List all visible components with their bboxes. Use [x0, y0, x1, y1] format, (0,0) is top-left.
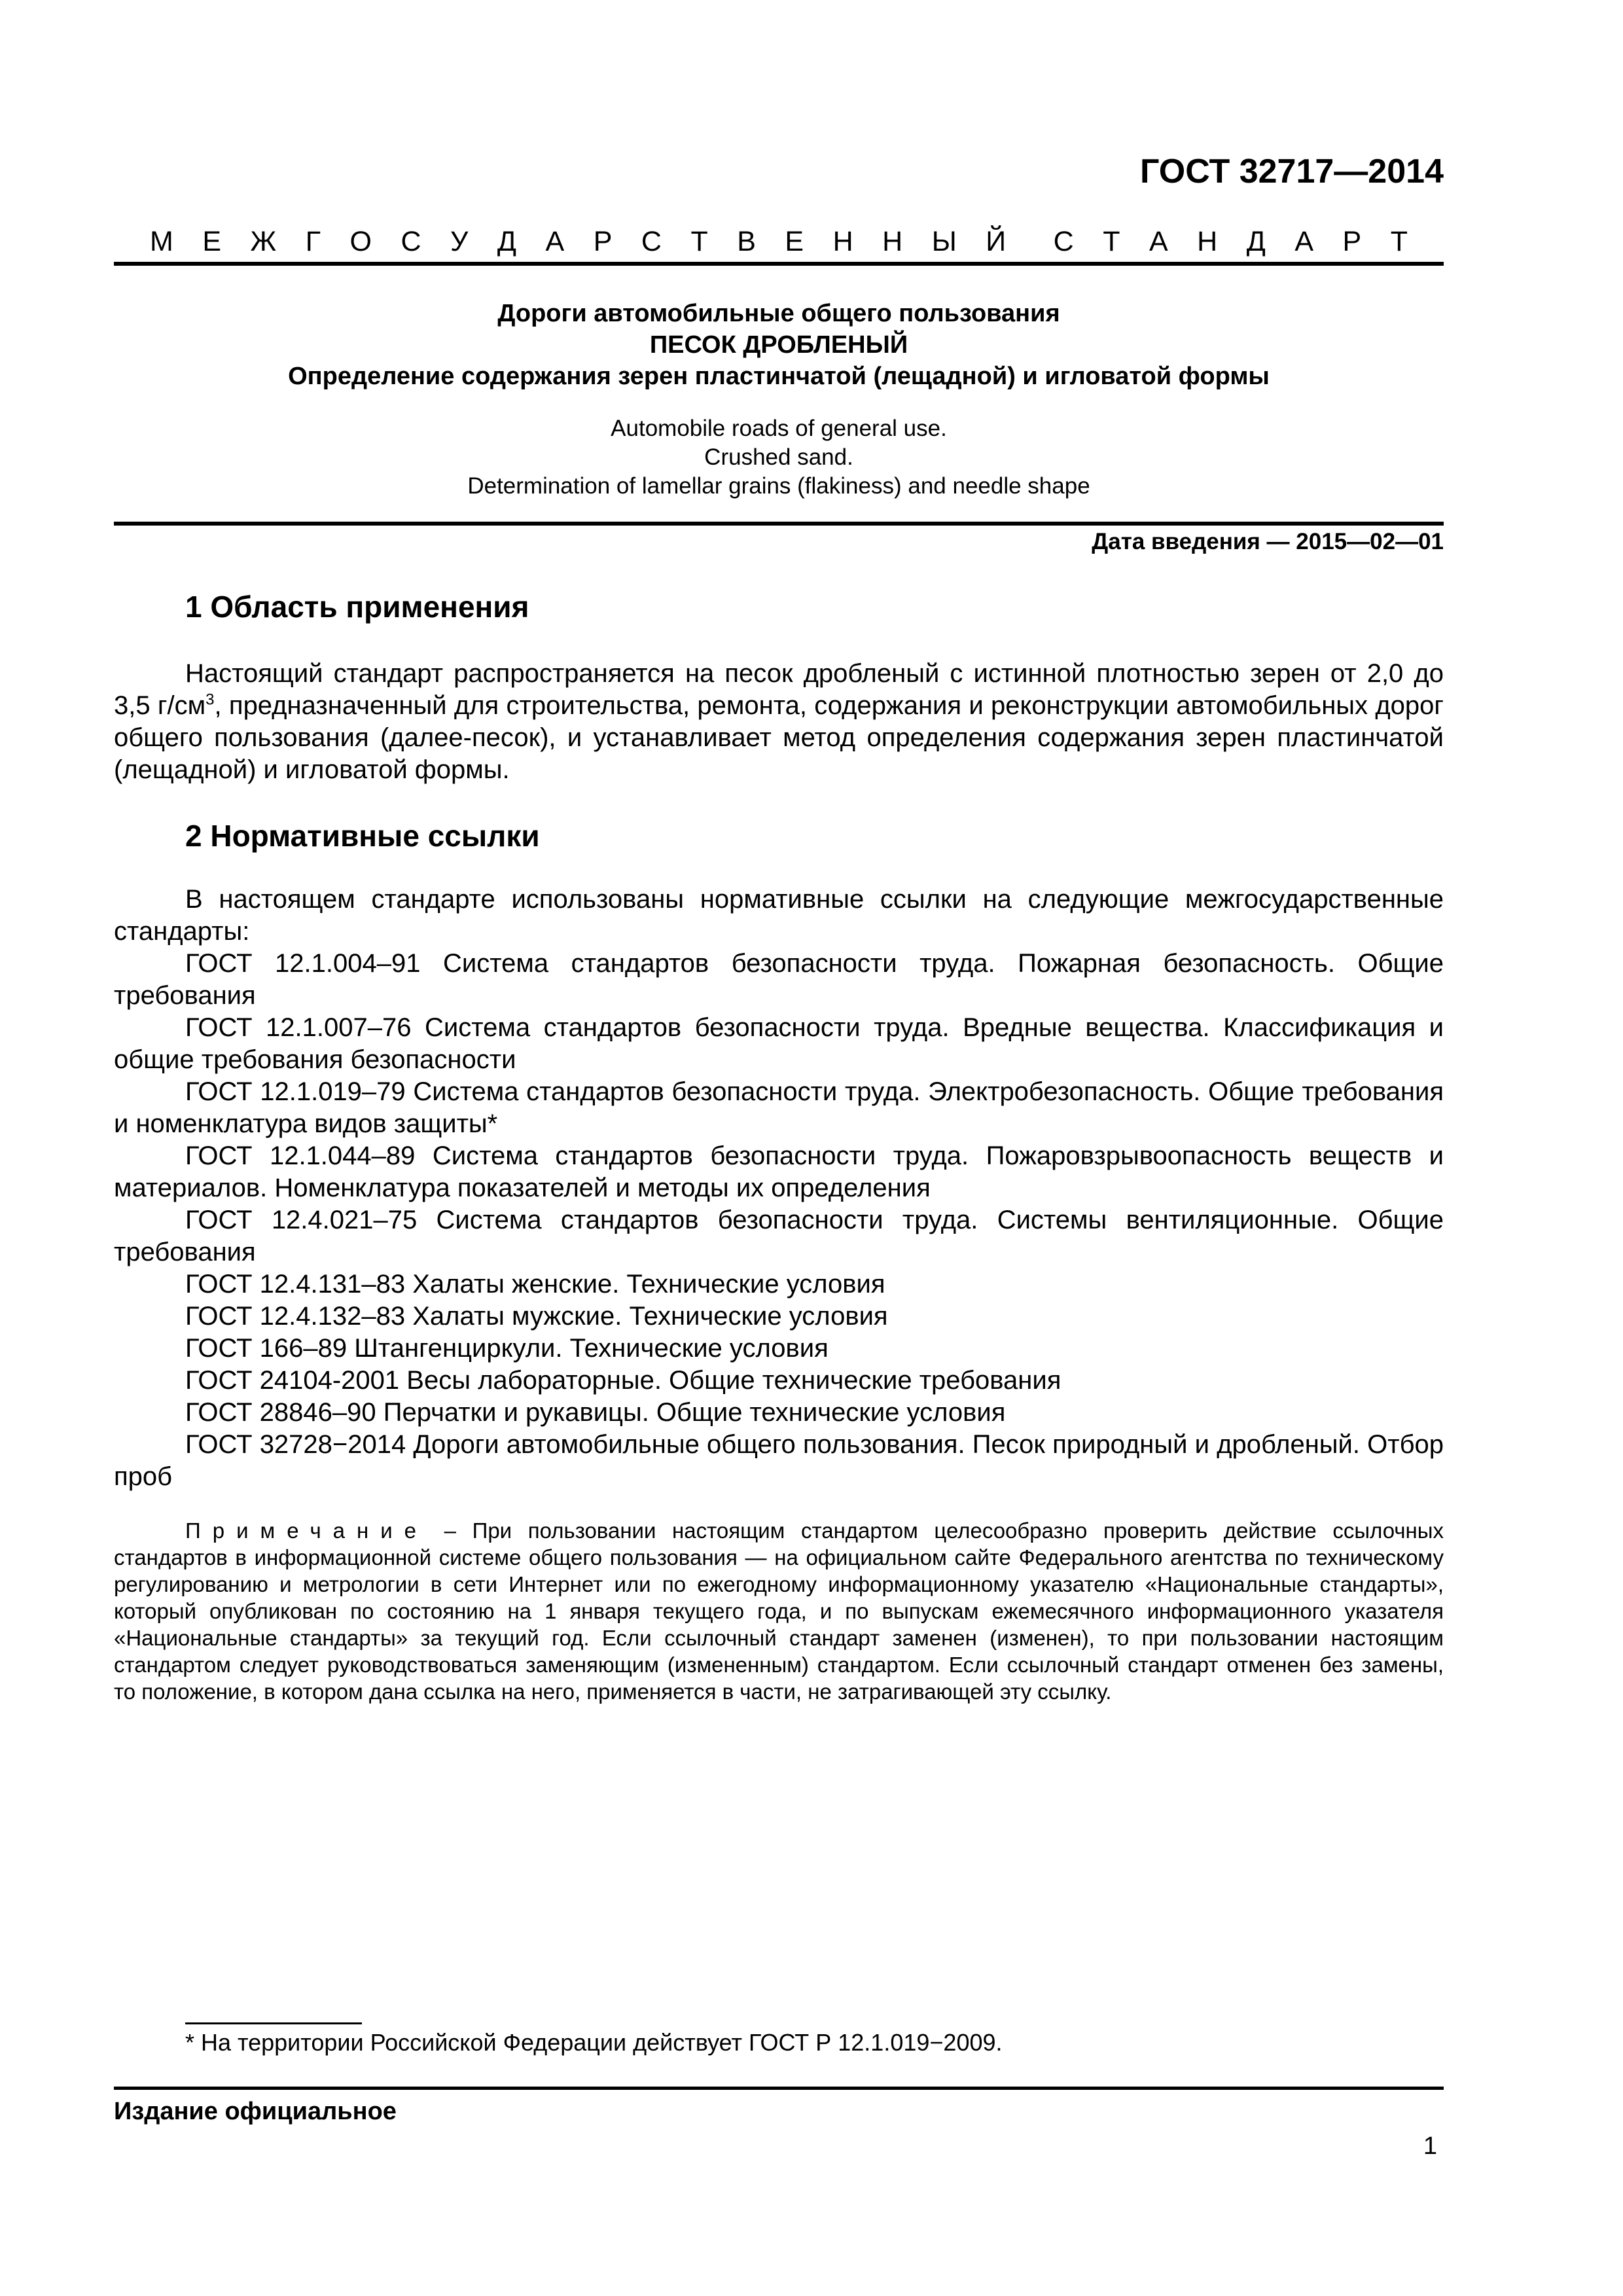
banner-letter: Н — [1197, 226, 1218, 257]
banner-letter: А — [1149, 226, 1168, 257]
note-label: Примечание — [185, 1518, 429, 1543]
section-1-paragraph: Настоящий стандарт распространяется на песок дробленый с истинной плотностью зерен от 2,0 до 3,5 $г/см^3$, предназначенный для строительства, ремонта, содержания и реконструкции автомобильных дорог общего пользования (далее-песок), и устанавливает метод определения содержания зерен пластинчатой (лещадной) и игловатой формы. — [114, 659, 1444, 784]
banner-word-interstate — [150, 226, 1006, 258]
header-rule — [114, 262, 1444, 266]
banner-letter: Р — [593, 226, 613, 257]
interstate-standard-banner — [114, 226, 1444, 258]
reference-list — [114, 948, 1444, 1493]
reference-item: ГОСТ 28846–90 Перчатки и рукавицы. Общие технические условия — [185, 1398, 1006, 1427]
title-ru — [114, 298, 1444, 392]
banner-letter: Й — [986, 226, 1007, 257]
title-en-line1: Automobile roads of general use. — [611, 416, 947, 441]
banner-letter: Р — [1342, 226, 1362, 257]
reference-item: ГОСТ 32728−2014 Дороги автомобильные общего пользования. Песок природный и дробленый. Отбор проб — [114, 1430, 1444, 1491]
document-code: ГОСТ 32717—2014 — [1140, 152, 1444, 190]
reference-item: ГОСТ 12.4.021–75 Система стандартов безопасности труда. Системы вентиляционные. Общие требования — [114, 1206, 1444, 1266]
banner-letter: В — [737, 226, 756, 257]
banner-letter: Т — [690, 226, 708, 257]
title-rule — [114, 522, 1444, 526]
page-number: 1 — [1423, 2132, 1437, 2160]
banner-letter: Т — [1103, 226, 1120, 257]
title-en — [114, 414, 1444, 501]
reference-item: ГОСТ 166–89 Штангенциркули. Технические условия — [185, 1334, 829, 1363]
banner-word-standard — [1054, 226, 1408, 258]
banner-letter: Д — [1246, 226, 1266, 257]
banner-letter: С — [641, 226, 662, 257]
banner-letter: С — [401, 226, 421, 257]
banner-letter: Т — [1390, 226, 1408, 257]
section-1-heading: 1 Область применения — [185, 590, 529, 624]
reference-item: ГОСТ 12.4.131–83 Халаты женские. Технические условия — [185, 1270, 885, 1299]
banner-letter: Н — [832, 226, 853, 257]
title-ru-line1: Дороги автомобильные общего пользования — [497, 300, 1060, 327]
title-en-line2: Crushed sand. — [704, 444, 853, 470]
note-block — [114, 1517, 1444, 1705]
section-2-heading: 2 Нормативные ссылки — [185, 819, 540, 853]
banner-letter: А — [1294, 226, 1314, 257]
banner-letter: Н — [882, 226, 903, 257]
banner-letter: О — [349, 226, 372, 257]
banner-letter: Г — [305, 226, 321, 257]
reference-item: ГОСТ 12.1.007–76 Система стандартов безопасности труда. Вредные вещества. Классификация и общие требования безопасности — [114, 1013, 1444, 1074]
reference-item: ГОСТ 12.1.019–79 Система стандартов безопасности труда. Электробезопасность. Общие требования и номенклатура видов защиты* — [114, 1077, 1444, 1138]
footer-rule — [114, 2087, 1444, 2090]
section-2-intro: В настоящем стандарте использованы нормативные ссылки на следующие межгосударственные стандарты: — [114, 885, 1444, 946]
banner-letter: Ж — [250, 226, 277, 257]
edition-label: Издание официальное — [114, 2098, 397, 2125]
reference-item: ГОСТ 24104-2001 Весы лабораторные. Общие технические требования — [185, 1366, 1061, 1395]
reference-item: ГОСТ 12.1.044–89 Система стандартов безопасности труда. Пожаровзрывоопасность веществ и материалов. Номенклатура показателей и методы их определения — [114, 1141, 1444, 1202]
reference-item: ГОСТ 12.4.132–83 Халаты мужские. Технические условия — [185, 1302, 888, 1331]
banner-letter: М — [150, 226, 173, 257]
banner-letter: У — [450, 226, 469, 257]
reference-item: ГОСТ 12.1.004–91 Система стандартов безопасности труда. Пожарная безопасность. Общие требования — [114, 949, 1444, 1010]
introduction-date: Дата введения — 2015—02—01 — [1092, 529, 1444, 554]
banner-letter: А — [545, 226, 565, 257]
banner-letter: Ы — [931, 226, 957, 257]
banner-letter: Д — [497, 226, 516, 257]
banner-letter: С — [1053, 226, 1074, 257]
footnote-rule — [185, 2022, 362, 2024]
title-ru-line2: ПЕСОК ДРОБЛЕНЫЙ — [649, 331, 908, 359]
banner-letter: Е — [202, 226, 222, 257]
title-ru-line3: Определение содержания зерен пластинчатой (лещадной) и игловатой формы — [288, 363, 1270, 390]
section-2-body — [114, 884, 1444, 1493]
footnote: * На территории Российской Федерации действует ГОСТ Р 12.1.019−2009. — [185, 2029, 1003, 2056]
title-en-line3: Determination of lamellar grains (flakiness) and needle shape — [467, 473, 1090, 499]
banner-letter: Е — [785, 226, 804, 257]
note-paragraph: Примечание – При пользовании настоящим стандартом целесообразно проверить действие ссылочных стандартов в информационной системе общего пользования — на официальном сайте Федерального агентства по техническому регулированию и метрологии в сети Интернет или по ежегодному информационному указателю «Национальные стандарты», который опубликован по состоянию на 1 января текущего года, и по выпускам ежемесячного информационного указателя «Национальные стандарты» за текущий год. Если ссылочный стандарт заменен (изменен), то при пользовании настоящим стандартом следует руководствоваться заменяющим (измененным) стандартом. Если ссылочный стандарт отменен без замены, то положение, в котором дана ссылка на него, применяется в части, не затрагивающей эту ссылку. — [114, 1518, 1444, 1704]
section-1-body — [114, 658, 1444, 786]
